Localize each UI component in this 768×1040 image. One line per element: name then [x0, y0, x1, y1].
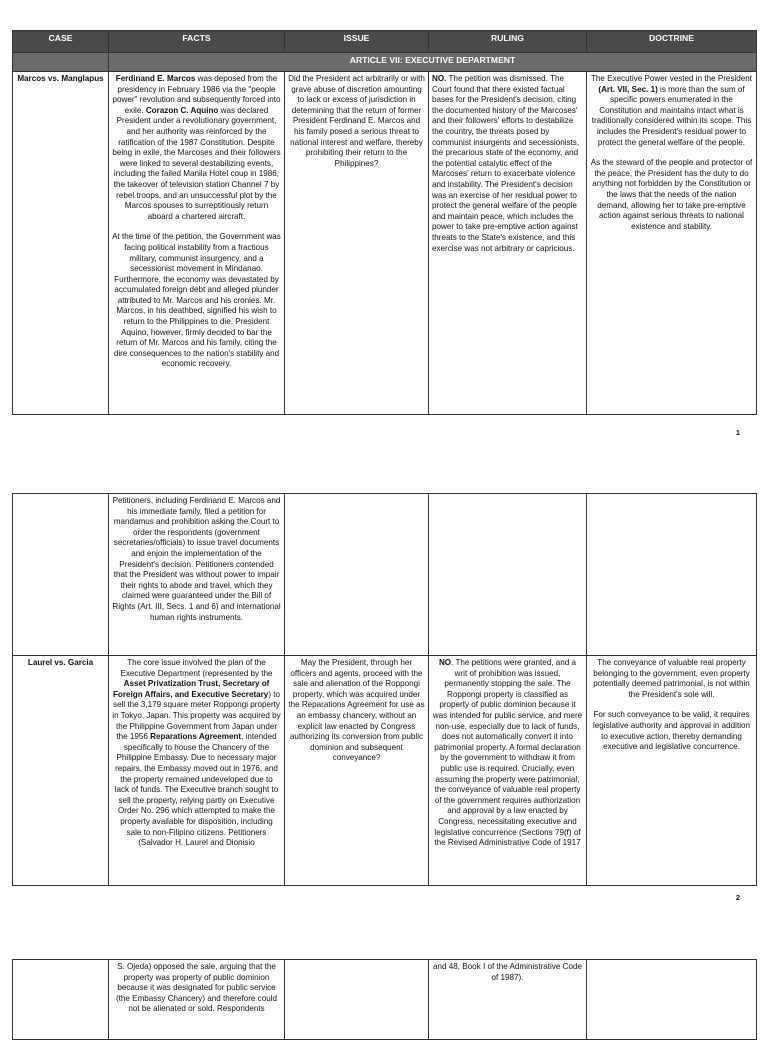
case-name: Laurel vs. Garcia [13, 656, 109, 886]
case-digest-table-page-2 [12, 493, 757, 886]
facts-cell: S. Ojeda) opposed the sale, arguing that the property was property of public dominion because it was designated for public service (the Embassy Chancery) and therefore could not be alienated or sold. Respondents [109, 960, 285, 1040]
bold-text: Asset Privatization Trust, Secretary of Foreign Affairs, and Executive Secretary [112, 679, 270, 699]
bold-text: (Art. VII, Sec. 1) [598, 84, 658, 94]
case-digest-table-page-1 [12, 30, 757, 415]
doctrine-cell [587, 960, 757, 1040]
issue-cell [285, 960, 429, 1040]
page-number: 1 [735, 428, 740, 437]
table-row [13, 960, 757, 1040]
case-cell [13, 960, 109, 1040]
doctrine-paragraph: The Executive Power vested in the President (Art. VII, Sec. 1) is more than the sum of specific powers enumerated in the Constitution and maintains intact what is traditionally considered within its scope. This includes the President's residual power to protect the general welfare of the people. [590, 74, 753, 147]
case-name: Marcos vs. Manglapus [13, 72, 109, 415]
case-digest-table-page-3 [12, 959, 757, 1040]
doctrine-paragraph: As the steward of the people and protector of the peace, the President has the duty to do anything not forbidden by the Constitution or the laws that the needs of the nation demand, allowing her to take pre-emptive action against serious threats to national existence and stability. [590, 158, 753, 231]
case-cell [13, 494, 109, 656]
issue-cell: Did the President act arbitrarily or with grave abuse of discretion amounting to lack or excess of jurisdiction in determining that the return of former President Ferdinand E. Marcos and his family posed a serious threat to national interest and welfare, thereby prohibiting their return to the Philippines? [285, 72, 429, 415]
table-row [13, 72, 757, 415]
header-facts: FACTS [109, 31, 285, 53]
doctrine-cell [587, 72, 757, 415]
ruling-cell: NO. The petition was dismissed. The Court found that there existed factual bases for the President's decision, citing the documented history of the Marcoses' and their followers' efforts to destabilize the country, the threats posed by communist insurgents and secessionists, the precarious state of the economy, and the potential catalytic effect of the Marcoses' return to exacerbate violence and instability. The President's decision was an exercise of her residual power to protect the general welfare of the people and maintain peace, which includes the power to take pre-emptive action against threats to the State's existence, and this exercise was not arbitrary or capricious. [429, 72, 587, 415]
bold-text: NO [438, 658, 452, 667]
table-row [13, 656, 757, 886]
section-row [13, 53, 757, 72]
section-blank-cell [13, 53, 109, 72]
header-row [13, 31, 757, 53]
header-issue: ISSUE [285, 31, 429, 53]
bold-text: Ferdinand E. Marcos [115, 74, 196, 83]
facts-cell [109, 72, 285, 415]
table-row [13, 494, 757, 656]
section-title: ARTICLE VII: EXECUTIVE DEPARTMENT [109, 53, 757, 72]
doctrine-paragraph: For such conveyance to be valid, it requires legislative authority and approval in addition to executive action, thereby demanding executive and legislative concurrence. [592, 710, 751, 752]
bold-text: Reparations Agreement [150, 732, 242, 742]
facts-cell: Petitioners, including Ferdinand E. Marcos and his immediate family, filed a petition for mandamus and prohibition asking the Court to order the respondents (government secretaries/officials) to issue travel documents and enjoin the implementation of the President's decision. Petitioners contended that the President was without power to impair their rights to abode and travel, which they claimed were guaranteed under the Bill of Rights (Art. III, Secs. 1 and 6) and international human rights instruments. [109, 494, 285, 656]
facts-cell: The core issue involved the plan of the Executive Department (represented by the Asset Privatization Trust, Secretary of Foreign Affairs, and Executive Secretary) to sell the 3,179 square meter Roppongi property in Tokyo, Japan. This property was acquired by the Philippine Government from Japan under the 1956 Reparations Agreement, intended specifically to house the Chancery of the Philippine Embassy. Due to necessary major repairs, the Embassy moved out in 1976, and the property remained undeveloped due to lack of funds. The Executive branch sought to sell the property, relying partly on Executive Order No. 296 which attempted to make the property available for disposition, including sale to non-Filipino citizens. Petitioners (Salvador H. Laurel and Dionisio [109, 656, 285, 886]
issue-cell: May the President, through her officers and agents, proceed with the sale and alienation of the Roppongi property, which was acquired under the Reparations Agreement for use as an embassy chancery, without an explicit law enacted by Congress authorizing its conversion from public dominion and subsequent conveyance? [285, 656, 429, 886]
page-number: 2 [735, 893, 740, 902]
ruling-cell: NO. The petitions were granted, and a writ of prohibition was issued, permanently stopping the sale. The Roppongi property is classified as property of public dominion because it was intended for public service, and mere non-use, especially due to lack of funds, does not automatically convert it into patrimonial property. A formal declaration by the government to withdraw it from public use is required. Crucially, even assuming the property were patrimonial, the conveyance of valuable real property of the government requires authorization and approval by a law enacted by Congress, necessitating executive and legislative concurrence (Sections 79(f) of the Revised Administrative Code of 1917 [429, 656, 587, 886]
facts-paragraph: Ferdinand E. Marcos was deposed from the presidency in February 1986 via the "people power" revolution and subsequently forced into exile. Corazon C. Aquino was declared President under a revolutionary government, and her authority was reinforced by the ratification of the 1987 Constitution. Despite being in exile, the Marcoses and their followers were linked to several destabilizing events, including the failed Manila Hotel coup in 1986, the takeover of television station Channel 7 by rebel troops, and an unsuccessful plot by the Marcos spouses to surreptitiously return aboard a chartered aircraft. [112, 74, 281, 221]
doctrine-paragraph: The conveyance of valuable real property belonging to the government, even property potentially deemed patrimonial, is not within the President's sole will. [593, 658, 750, 699]
header-ruling: RULING [429, 31, 587, 53]
ruling-cell [429, 494, 587, 656]
header-doctrine: DOCTRINE [587, 31, 757, 53]
bold-text: NO. [432, 74, 447, 83]
facts-paragraph: At the time of the petition, the Government was facing political instability from a fractious military, communist insurgency, and a secessionist movement in Mindanao. Furthermore, the economy was devastated by accumulated foreign debt and alleged plunder attributed to Mr. Marcos and his cronies. Mr. Marcos, in his deathbed, signified his wish to return to the Philippines to die. President Aquino, however, firmly decided to bar the return of Mr. Marcos and his family, citing the dire consequences to the nation's stability and economic recovery. [112, 232, 281, 369]
doctrine-cell [587, 494, 757, 656]
ruling-cell: and 48, Book I of the Administrative Code of 1987). [429, 960, 587, 1040]
issue-cell [285, 494, 429, 656]
doctrine-cell [587, 656, 757, 886]
header-case: CASE [13, 31, 109, 53]
bold-text: Corazon C. Aquino [145, 105, 219, 115]
